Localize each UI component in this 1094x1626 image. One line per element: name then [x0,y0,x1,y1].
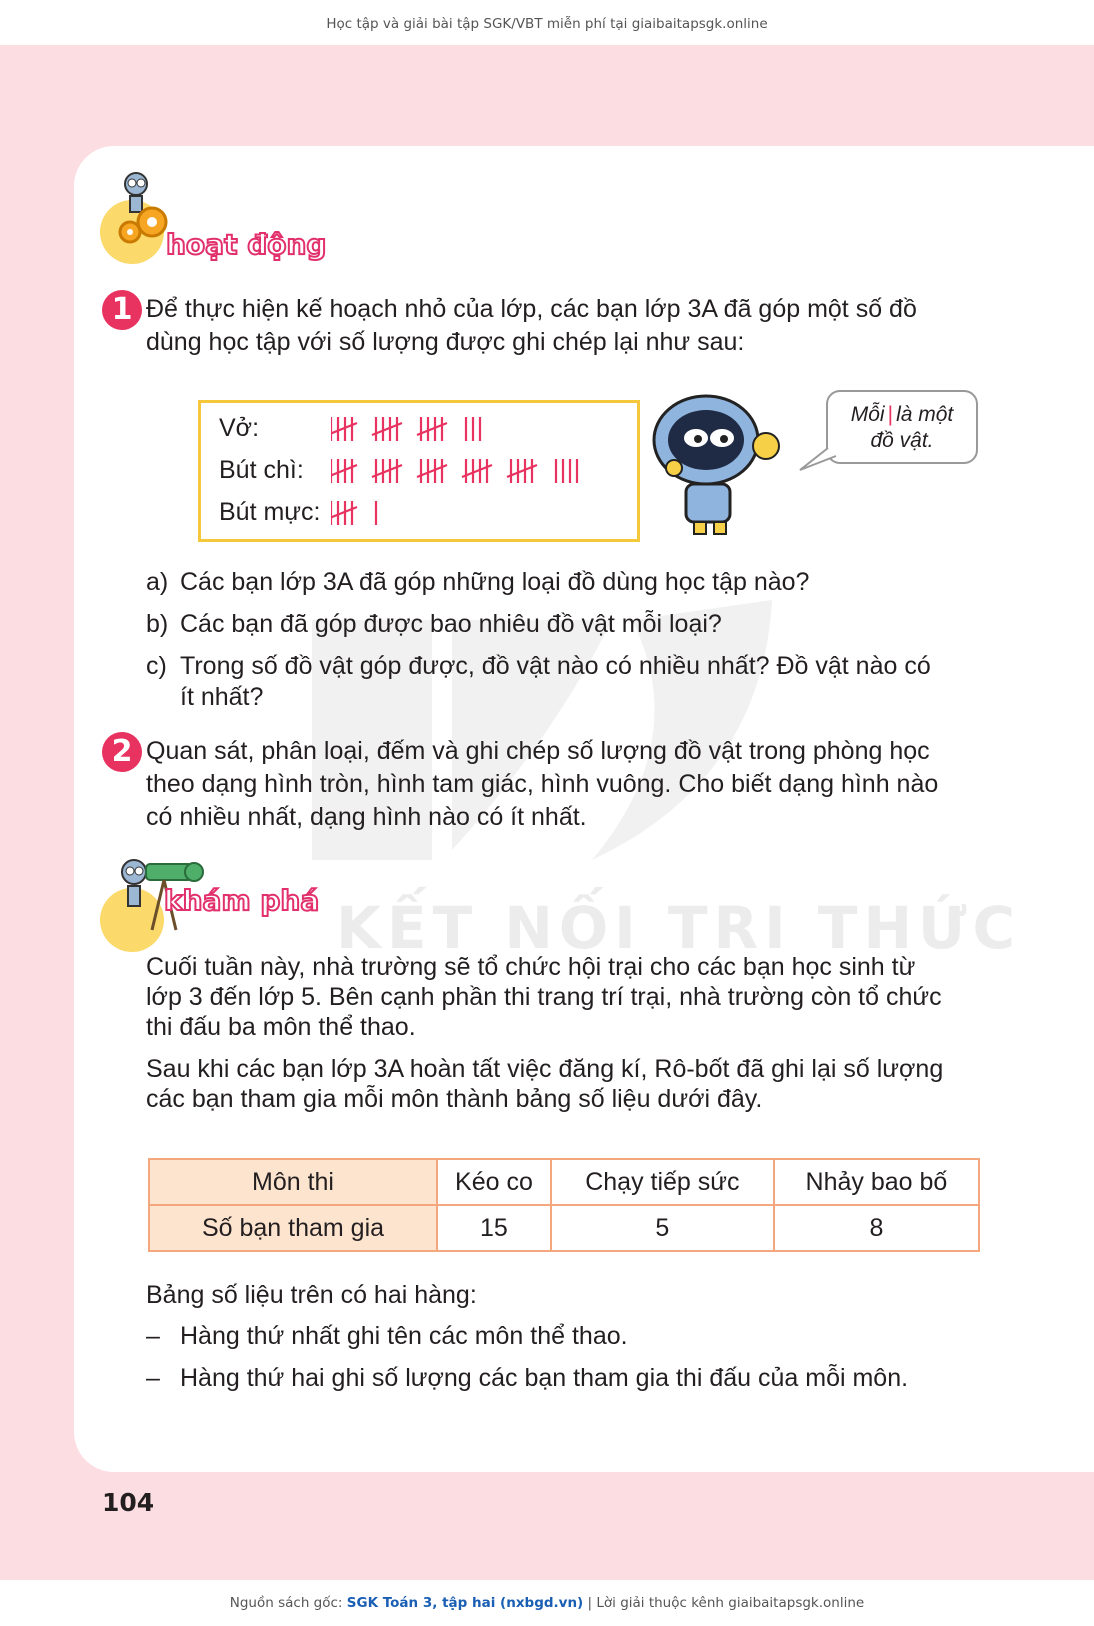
sports-data-table [148,1158,980,1252]
page-number: 104 [102,1488,155,1517]
watermark-text: KẾT NỐI TRI THỨC [336,894,1022,962]
explore-p1-line2: lớp 3 đến lớp 5. Bên cạnh phần thi trang trí trại, nhà trường còn tổ chức [146,983,942,1011]
bubble-line1: Mỗi | là một [850,403,954,426]
table-header-cell: Số bạn tham gia [149,1205,437,1251]
table-row [149,1205,979,1251]
speech-bubble [826,390,978,464]
table-header-cell: Môn thi [149,1159,437,1205]
tally-label-pen: Bút mực: [219,498,321,526]
exercise-2-line2: theo dạng hình tròn, hình tam giác, hình vuông. Cho biết dạng hình nào [146,770,939,798]
table-cell: 5 [551,1205,774,1251]
footer-prefix: Nguồn sách gốc: [229,1595,347,1611]
table-cell: 8 [774,1205,979,1251]
footer [0,1580,1094,1626]
tally-label-notebook: Vở: [219,414,260,442]
table-summary: Bảng số liệu trên có hai hàng: [146,1281,477,1309]
tally-marks [331,403,631,539]
table-row [149,1159,979,1205]
explore-section-title: khám phá [164,884,320,917]
exercise-2-line3: có nhiều nhất, dạng hình nào có ít nhất. [146,803,587,831]
bubble-tail [798,446,838,472]
footer-suffix: | Lời giải thuộc kênh giaibaitapsgk.online [583,1595,865,1611]
explore-p1-line3: thi đấu ba môn thể thao. [146,1013,416,1041]
exercise-2-line1: Quan sát, phân loại, đếm và ghi chép số lượng đồ vật trong phòng học [146,737,930,765]
robot-thinking-icon [648,390,788,538]
exercise-1-line2: dùng học tập với số lượng được ghi chép lại như sau: [146,328,745,356]
table-cell: Kéo co [437,1159,551,1205]
question-c: c) Trong số đồ vật góp được, đồ vật nào có nhiều nhất? Đồ vật nào có ít nhất? [146,652,931,711]
exercise-2-number: 2 [102,732,142,772]
exercise-1-number: 1 [102,290,142,330]
explore-p2-line1: Sau khi các bạn lớp 3A hoàn tất việc đăng kí, Rô-bốt đã ghi lại số lượng [146,1055,944,1083]
table-cell: Nhảy bao bố [774,1159,979,1205]
explore-p1-line1: Cuối tuần này, nhà trường sẽ tổ chức hội trại cho các bạn học sinh từ [146,953,916,981]
table-cell: 15 [437,1205,551,1251]
tally-box [198,400,640,542]
activity-section-title: hoạt động [166,228,327,261]
bubble-line2: đồ vật. [870,429,934,452]
footer-source-link[interactable]: SGK Toán 3, tập hai (nxbgd.vn) [346,1595,584,1611]
tally-label-pencil: Bút chì: [219,456,304,484]
table-cell: Chạy tiếp sức [551,1159,774,1205]
top-banner: Học tập và giải bài tập SGK/VBT miễn phí tại giaibaitapsgk.online [0,0,1094,45]
explore-p2-line2: các bạn tham gia mỗi môn thành bảng số liệu dưới đây. [146,1085,763,1113]
exercise-1-line1: Để thực hiện kế hoạch nhỏ của lớp, các bạn lớp 3A đã góp một số đồ [146,295,917,323]
